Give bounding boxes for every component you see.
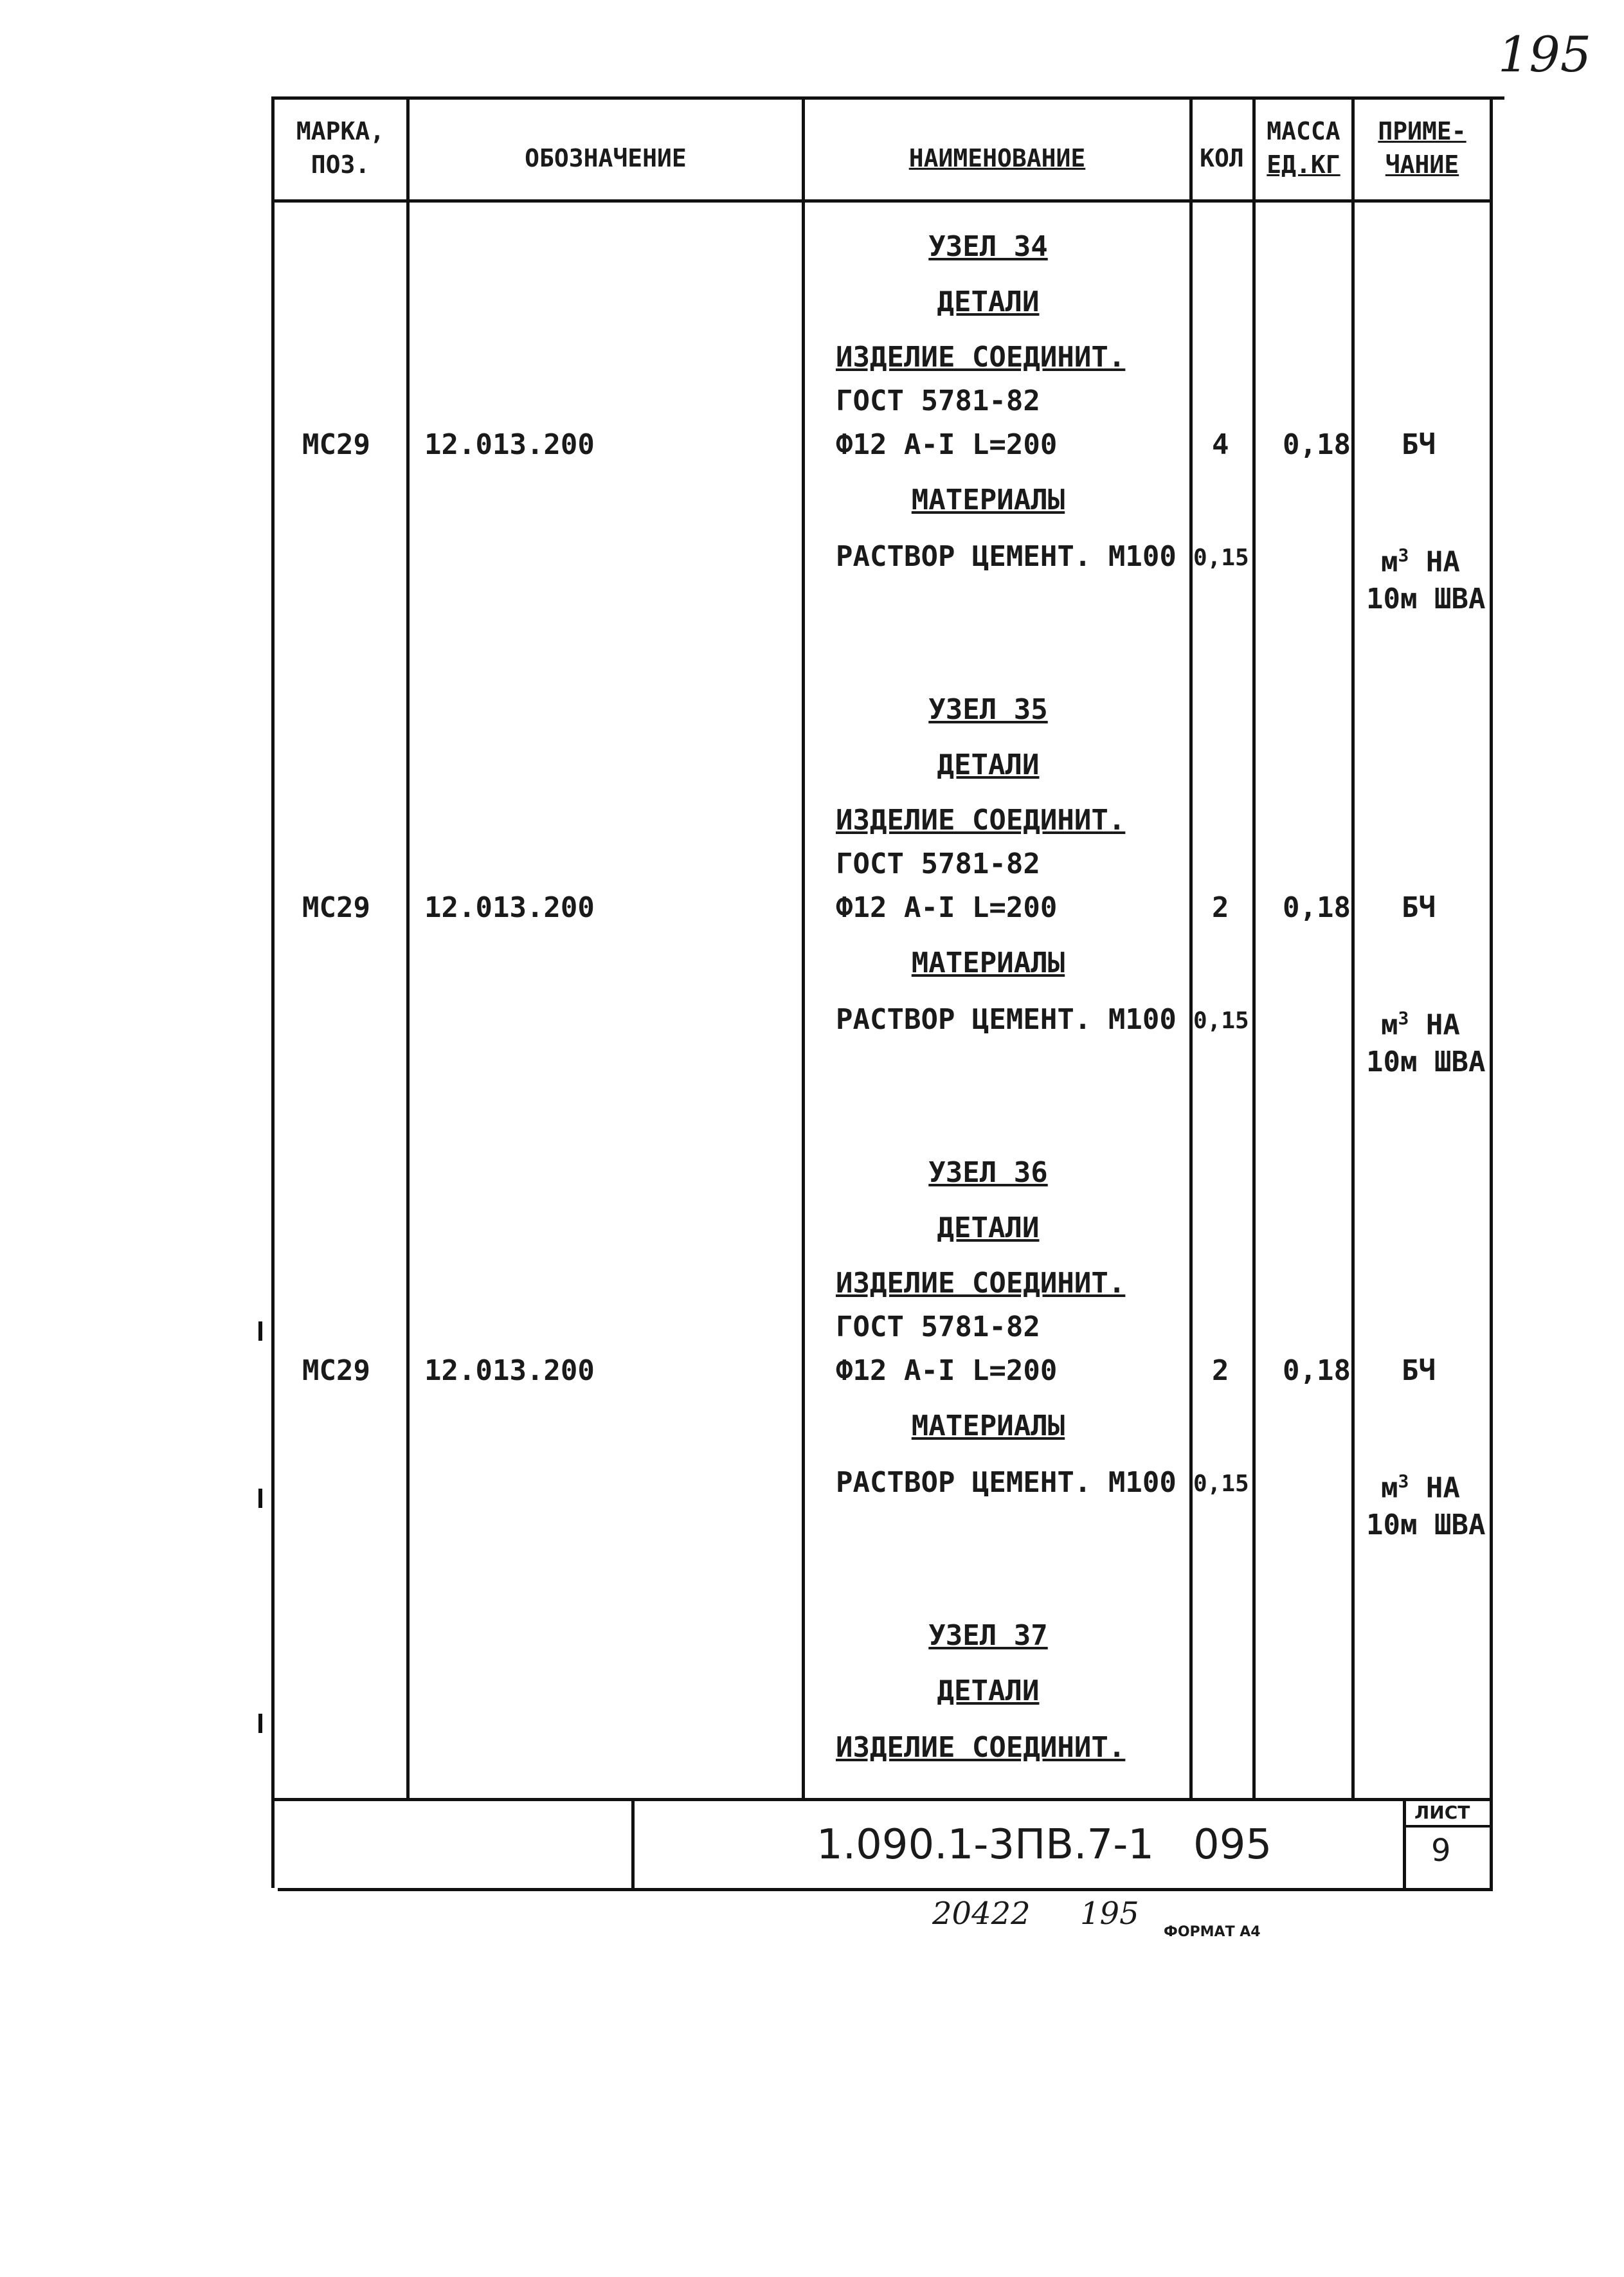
item-mark: МС29	[302, 891, 370, 924]
item-qty: 2	[1212, 891, 1229, 924]
item-name-line1: ИЗДЕЛИЕ СОЕДИНИТ.	[836, 1267, 1126, 1300]
item-mass: 0,18	[1283, 1354, 1351, 1387]
item-designation: 12.013.200	[424, 891, 595, 924]
archive-number: 20422	[932, 1896, 1031, 1932]
mortar-qty: 0,15	[1193, 1471, 1249, 1497]
sheet-number: 9	[1431, 1833, 1451, 1869]
sheet-label-divider	[1403, 1825, 1493, 1828]
mortar-qty: 0,15	[1193, 545, 1249, 571]
mortar-note-seam: 10м ШВА	[1366, 1046, 1486, 1078]
archive-page: 195	[1080, 1896, 1139, 1932]
mortar-name: РАСТВОР ЦЕМЕНТ. М100	[836, 540, 1177, 573]
item-mark: МС29	[302, 1354, 370, 1387]
mortar-qty: 0,15	[1193, 1008, 1249, 1034]
item-name-line2: ГОСТ 5781-82	[836, 1311, 1040, 1343]
node-details-heading: ДЕТАЛИ	[937, 1211, 1040, 1244]
item-qty: 2	[1212, 1354, 1229, 1387]
item-name-line1: ИЗДЕЛИЕ СОЕДИНИТ.	[836, 804, 1126, 837]
body-bottom-border	[271, 1798, 1493, 1801]
header-naimenovanie: НАИМЕНОВАНИЕ	[908, 144, 1086, 172]
margin-tick	[258, 1321, 262, 1341]
mortar-unit-exponent: 3	[1398, 1008, 1409, 1029]
item-name-line3: Ф12 А-I L=200	[836, 428, 1058, 461]
header-massa-line2: ЕД.КГ	[1267, 150, 1340, 179]
item-mark: МС29	[302, 428, 370, 461]
item-designation: 12.013.200	[424, 428, 595, 461]
title-block-bottom-border	[278, 1888, 1493, 1891]
item-name-line3: Ф12 А-I L=200	[836, 891, 1058, 924]
item-name-line2: ГОСТ 5781-82	[836, 848, 1040, 880]
mortar-unit-base: м	[1381, 545, 1398, 579]
item-mass: 0,18	[1283, 891, 1351, 924]
mortar-note-na: НА	[1425, 1008, 1460, 1042]
item-name-line1: ИЗДЕЛИЕ СОЕДИНИТ.	[836, 341, 1126, 374]
corner-page-number: 195	[1498, 26, 1592, 83]
margin-tick	[258, 1489, 262, 1508]
mortar-name: РАСТВОР ЦЕМЕНТ. М100	[836, 1466, 1177, 1499]
node-title: УЗЕЛ 34	[928, 230, 1048, 263]
header-marka	[275, 114, 406, 181]
materials-heading: МАТЕРИАЛЫ	[911, 947, 1065, 979]
header-kol: КОЛ	[1200, 144, 1244, 172]
document-code-main: 1.090.1-3ПВ.7-1	[817, 1821, 1154, 1869]
header-massa	[1256, 114, 1351, 181]
header-massa-line1: МАССА	[1267, 117, 1340, 145]
mortar-unit-exponent: 3	[1398, 1471, 1409, 1492]
mortar-unit-exponent: 3	[1398, 545, 1409, 566]
item-name-line1: ИЗДЕЛИЕ СОЕДИНИТ.	[836, 1731, 1126, 1764]
item-name-line2: ГОСТ 5781-82	[836, 385, 1040, 417]
table-top-border	[271, 96, 1504, 100]
item-note: БЧ	[1402, 1354, 1436, 1387]
node-title: УЗЕЛ 36	[928, 1156, 1048, 1189]
mortar-note-seam: 10м ШВА	[1366, 1509, 1486, 1541]
header-bottom-border	[271, 199, 1493, 203]
node-details-heading: ДЕТАЛИ	[937, 748, 1040, 781]
col-line-right	[1490, 96, 1493, 1888]
node-title: УЗЕЛ 35	[928, 693, 1048, 726]
header-marka-line1: МАРКА,	[296, 117, 385, 145]
materials-heading: МАТЕРИАЛЫ	[911, 1410, 1065, 1442]
document-code-page: 095	[1193, 1821, 1272, 1869]
document-code	[817, 1821, 1272, 1869]
title-block-divider-2	[1403, 1798, 1406, 1888]
col-line-massa	[1351, 96, 1355, 1798]
header-primechanie	[1355, 114, 1490, 181]
mortar-note-seam: 10м ШВА	[1366, 583, 1486, 615]
mortar-note-na: НА	[1425, 545, 1460, 579]
mortar-note-na: НА	[1425, 1471, 1460, 1505]
header-marka-line2: ПОЗ.	[311, 150, 370, 179]
node-details-heading: ДЕТАЛИ	[937, 286, 1040, 318]
sheet-label: ЛИСТ	[1414, 1802, 1470, 1823]
header-oboznachenie: ОБОЗНАЧЕНИЕ	[525, 144, 687, 172]
node-details-heading: ДЕТАЛИ	[937, 1674, 1040, 1707]
node-title: УЗЕЛ 37	[928, 1619, 1048, 1652]
format-label: ФОРМАТ А4	[1164, 1924, 1261, 1940]
col-line-naimen	[1189, 96, 1193, 1798]
mortar-name: РАСТВОР ЦЕМЕНТ. М100	[836, 1003, 1177, 1036]
title-block-divider-1	[631, 1798, 635, 1888]
item-mass: 0,18	[1283, 428, 1351, 461]
materials-heading: МАТЕРИАЛЫ	[911, 484, 1065, 516]
mortar-unit	[1381, 1001, 1460, 1044]
mortar-unit	[1381, 538, 1460, 581]
col-line-kol	[1252, 96, 1256, 1798]
mortar-unit-base: м	[1381, 1008, 1398, 1042]
col-line-oboznach	[802, 96, 805, 1798]
item-designation: 12.013.200	[424, 1354, 595, 1387]
header-prim-line1: ПРИМЕ-	[1378, 117, 1466, 145]
item-note: БЧ	[1402, 891, 1436, 924]
col-line-marka	[406, 96, 410, 1798]
col-line-left	[271, 96, 275, 1888]
mortar-unit	[1381, 1464, 1460, 1507]
item-name-line3: Ф12 А-I L=200	[836, 1354, 1058, 1387]
item-qty: 4	[1212, 428, 1229, 461]
mortar-unit-base: м	[1381, 1471, 1398, 1505]
header-prim-line2: ЧАНИЕ	[1385, 150, 1459, 179]
margin-tick	[258, 1714, 262, 1733]
item-note: БЧ	[1402, 428, 1436, 461]
